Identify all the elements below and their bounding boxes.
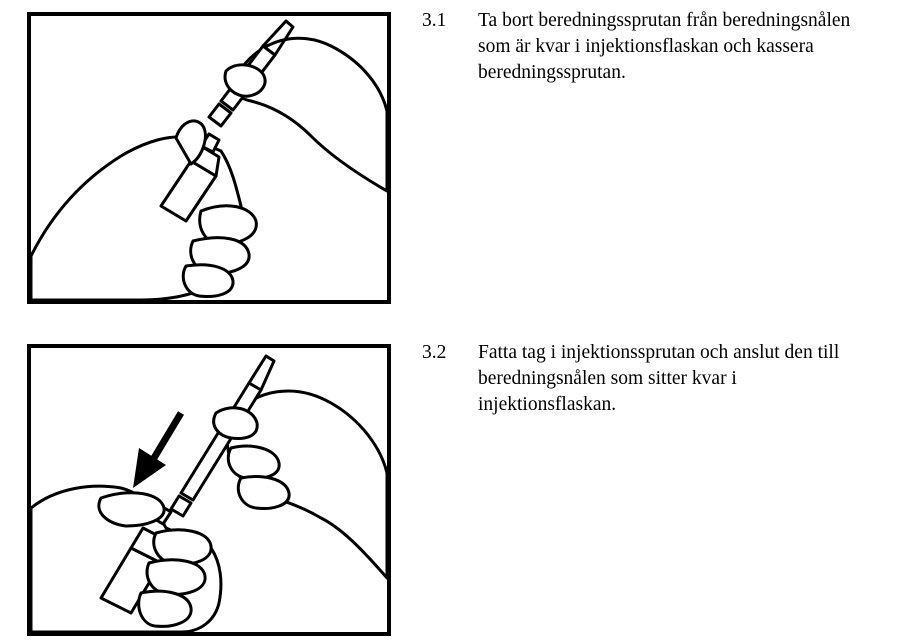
- remove-syringe-drawing: [31, 16, 387, 300]
- thumb: [225, 65, 265, 96]
- step-text: Fatta tag i injektionssprutan och anslut den till beredningsnålen som sitter kvar i injektionsflaskan.: [478, 342, 840, 415]
- step-number: 3.1: [422, 10, 447, 31]
- thumb: [214, 408, 258, 439]
- step-number: 3.2: [422, 342, 447, 363]
- step-3-1: [422, 8, 901, 88]
- step-text: Ta bort beredningssprutan från beredningsnålen som är kvar i injektionsflaskan och kassera beredningssprutan.: [478, 10, 851, 83]
- syringe-tip: [171, 496, 191, 516]
- left-finger-2: [147, 560, 205, 594]
- step-3-2: [422, 340, 901, 420]
- right-finger-2: [238, 477, 289, 509]
- finger-3: [183, 265, 233, 297]
- left-finger-3: [139, 591, 191, 626]
- left-thumb: [99, 493, 164, 526]
- illustration-attach-syringe: [27, 344, 391, 636]
- illustration-remove-syringe: [27, 12, 391, 304]
- attach-syringe-drawing: [31, 348, 387, 632]
- direction-arrow-icon: [133, 413, 181, 488]
- right-finger-1: [228, 446, 279, 478]
